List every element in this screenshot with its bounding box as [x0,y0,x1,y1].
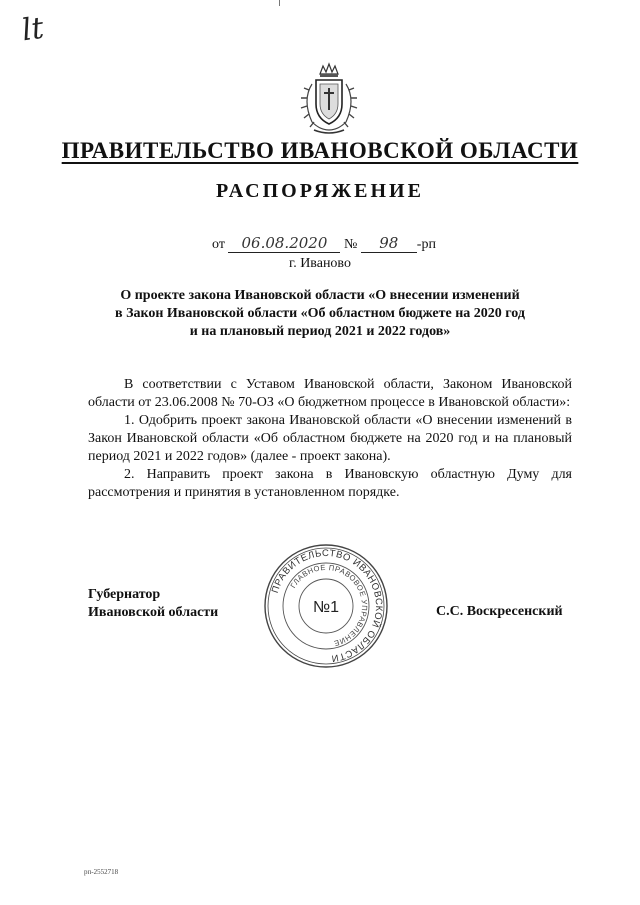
footer-code: рп-2552718 [84,868,119,876]
official-seal-stamp [262,542,390,670]
subject-line: в Закон Ивановской области «Об областном бюджете на 2020 год [115,306,525,321]
city: г. Иваново [289,256,351,271]
body-paragraph: 1. Одобрить проект закона Ивановской области «О внесении изменений в Закон Ивановской области «Об областном бюджете на 2020 год и на плановый период 2021 и 2022 годов» (далее - проект закона). [88,413,572,464]
government-name: ПРАВИТЕЛЬСТВО ИВАНОВСКОЙ ОБЛАСТИ [61,138,579,163]
body-paragraph: В соответствии с Уставом Ивановской области, Законом Ивановской области от 23.06.2008 № 70-ОЗ «О бюджетном процессе в Ивановской области»: [88,377,572,410]
date-prefix: от [212,237,225,252]
punch-mark [279,0,280,6]
number-sign: № [343,237,358,252]
signatory-title-line: Губернатор [88,587,161,602]
seal-number: №1 [312,599,340,616]
number-suffix: -рп [416,237,436,252]
seal-ring-text: ПРАВИТЕЛЬСТВО ИВАНОВСКОЙ ОБЛАСТИ [269,547,385,664]
signatory-title-line: Ивановской области [88,605,219,620]
seal-inner-text: ГЛАВНОЕ ПРАВОВОЕ УПРАВЛЕНИЕ [288,562,370,649]
signatory-name: С.С. Воскресенский [436,604,563,619]
document-subject [70,287,570,341]
date-value: 06.08.2020 [228,234,340,253]
handwritten-mark: lt [19,10,46,49]
signatory-title [88,586,218,622]
document-body [88,376,572,502]
subject-line: и на плановый период 2021 и 2022 годов» [189,324,451,339]
body-paragraph: 2. Направить проект закона в Ивановскую областную Думу для рассмотрения и принятия в установленном порядке. [88,467,572,500]
document-type: РАСПОРЯЖЕНИЕ [216,180,424,202]
government-title [0,138,640,164]
registration-line [212,234,436,253]
coat-of-arms-icon [292,60,366,138]
document-number: 98 [361,234,417,253]
subject-line: О проекте закона Ивановской области «О внесении изменений [120,288,520,303]
